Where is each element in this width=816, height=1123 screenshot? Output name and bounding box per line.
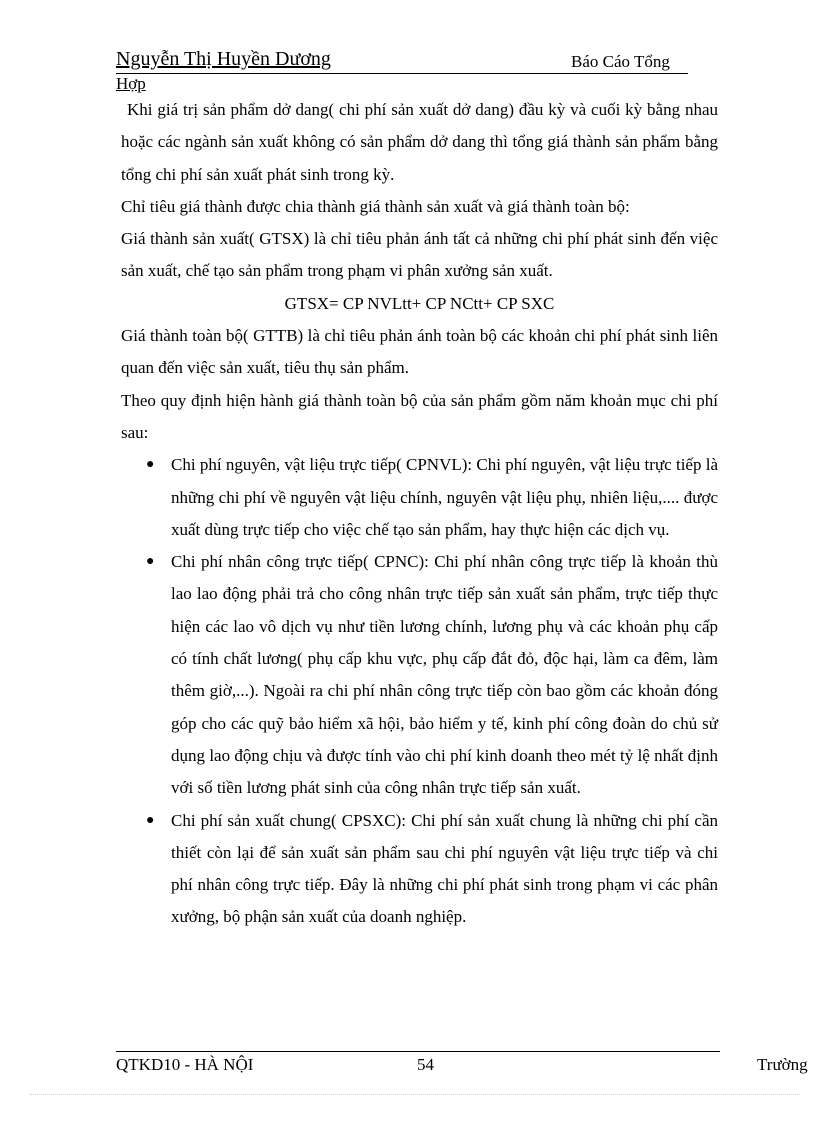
classification-paragraph: Chỉ tiêu giá thành được chia thành giá thành sản xuất và giá thành toàn bộ:: [121, 196, 630, 216]
gtsx-formula: GTSX= CP NVLtt+ CP NCtt+ CP SXC: [284, 293, 555, 313]
list-item-text: Chi phí nguyên, vật liệu trực tiếp( CPNVL): Chi phí nguyên, vật liệu trực tiếp là những chi phí về nguyên vật liệu chính, nguyên vật liệu phụ, nhiên liệu,.... được xuất dùng trực tiếp cho việc chế tạo sản phẩm, hay thực hiện các dịch vụ.: [171, 455, 718, 539]
bullet-icon: ●: [146, 457, 155, 473]
header-title: Báo Cáo Tổng: [571, 52, 670, 71]
bullet-icon: ●: [146, 554, 155, 570]
regulation-paragraph: Theo quy định hiện hành giá thành toàn bộ của sản phẩm gồm năm khoản mục chi phí sau:: [121, 390, 718, 442]
header-title-continued: Hợp: [116, 74, 146, 93]
header-divider: [116, 73, 688, 74]
list-item: [121, 546, 718, 804]
footer-right-text: Trường: [757, 1055, 808, 1074]
bullet-icon: ●: [146, 812, 155, 828]
gttb-definition-paragraph: Giá thành toàn bộ( GTTB) là chỉ tiêu phản ánh toàn bộ các khoản chi phí phát sinh liên quan đến việc sản xuất, tiêu thụ sản phẩm.: [121, 326, 718, 378]
footer-left-text: QTKD10 - HÀ NỘI: [116, 1055, 254, 1074]
list-item-text: Chi phí nhân công trực tiếp( CPNC): Chi phí nhân công trực tiếp là khoản thù lao lao động phải trả cho công nhân trực tiếp sản xuất sản phẩm, trực tiếp thực hiện các lao vô dịch vụ như tiền lương chính, lương phụ và các khoản phụ cấp có tính chất lương( phụ cấp khu vực, phụ cấp đắt đỏ, độc hại, làm ca đêm, làm thêm giờ,...). Ngoài ra chi phí nhân công trực tiếp còn bao gồm các khoản đóng góp cho các quỹ bảo hiểm xã hội, bảo hiểm y tế, kinh phí công đoàn do chủ sử dụng lao động chịu và được tính vào chi phí kinh doanh theo mét tỷ lệ nhất định với số tiền lương phát sinh của công nhân trực tiếp sản xuất.: [171, 552, 718, 798]
footer-divider: [116, 1051, 720, 1052]
list-item: [121, 449, 718, 546]
page-body: [121, 94, 718, 934]
list-item: [121, 805, 718, 934]
list-item-text: Chi phí sản xuất chung( CPSXC): Chi phí sản xuất chung là những chi phí cần thiết còn lại để sản xuất sản phẩm sau chi phí nguyên vật liệu trực tiếp và chi phí nhân công trực tiếp. Đây là những chi phí phát sinh trong phạm vi các phân xưởng, bộ phận sản xuất của doanh nghiệp.: [171, 810, 718, 927]
cost-items-list: [121, 449, 718, 933]
page-bottom-divider: [30, 1094, 800, 1095]
header-author: Nguyễn Thị Huyền Dương: [116, 48, 331, 70]
page-number: 54: [417, 1055, 434, 1074]
gtsx-definition-paragraph: Giá thành sản xuất( GTSX) là chỉ tiêu phản ánh tất cả những chi phí phát sinh đến việc sản xuất, chế tạo sản phẩm trong phạm vi phân xưởng sản xuất.: [121, 229, 718, 281]
intro-paragraph: Khi giá trị sản phẩm dở dang( chi phí sản xuất dở dang) đầu kỳ và cuối kỳ bằng nhau hoặc các ngành sản xuất không có sản phẩm dở dang thì tổng giá thành sản phẩm bằng tổng chi phí sản xuất phát sinh trong kỳ.: [121, 100, 718, 184]
